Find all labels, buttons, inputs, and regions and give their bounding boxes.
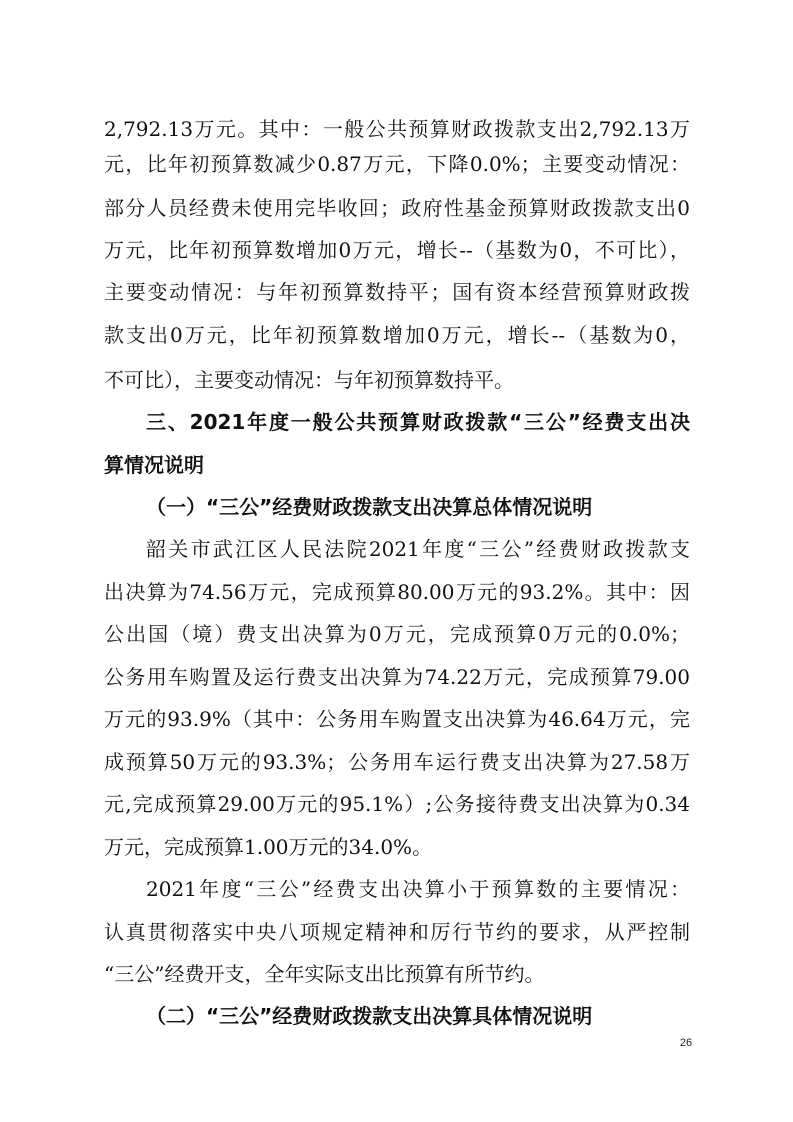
paragraph-line: “三公”经费开支，全年实际支出比预算有所节约。 [104, 962, 545, 986]
paragraph-line: 万元，比年初预算数增加0万元，增长--（基数为0，不可比）， [104, 238, 690, 262]
paragraph-line: 公出国（境）费支出决算为0万元，完成预算0万元的0.0%； [104, 622, 690, 646]
section-heading: 三、2021年度一般公共预算财政拨款“三公”经费支出决 [146, 410, 690, 434]
paragraph-line: 主要变动情况：与年初预算数持平；国有资本经营预算财政拨 [104, 280, 690, 304]
paragraph-line: 不可比），主要变动情况：与年初预算数持平。 [104, 368, 514, 392]
subsection-heading: （一）“三公”经费财政拨款支出决算总体情况说明 [146, 495, 593, 519]
paragraph-line: 万元的93.9%（其中：公务用车购置支出决算为46.64万元，完 [104, 707, 690, 731]
page-number: 26 [679, 1037, 693, 1049]
paragraph-line: 2021年度“三公”经费支出决算小于预算数的主要情况： [146, 877, 690, 901]
paragraph-line: 万元，完成预算1.00万元的34.0%。 [104, 835, 433, 859]
paragraph-line: 成预算50万元的93.3%；公务用车运行费支出决算为27.58万 [104, 750, 690, 774]
paragraph-line: 韶关市武江区人民法院2021年度“三公”经费财政拨款支 [146, 537, 690, 561]
section-heading-continuation: 算情况说明 [104, 453, 204, 477]
paragraph-line: 部分人员经费未使用完毕收回；政府性基金预算财政拨款支出0 [104, 196, 690, 220]
paragraph-line: 元,完成预算29.00万元的95.1%）;公务接待费支出决算为0.34 [104, 792, 690, 816]
subsection-heading: （二）“三公”经费财政拨款支出决算具体情况说明 [146, 1004, 593, 1028]
paragraph-line: 2,792.13万元。其中：一般公共预算财政拨款支出2,792.13万 [104, 117, 690, 141]
paragraph-line: 出决算为74.56万元，完成预算80.00万元的93.2%。其中：因 [104, 580, 690, 604]
paragraph-line: 认真贯彻落实中央八项规定精神和厉行节约的要求，从严控制 [104, 920, 690, 944]
paragraph-line: 款支出0万元，比年初预算数增加0万元，增长--（基数为0， [104, 323, 690, 347]
paragraph-line: 元，比年初预算数减少0.87万元，下降0.0%；主要变动情况： [104, 152, 690, 176]
paragraph-line: 公务用车购置及运行费支出决算为74.22万元，完成预算79.00 [104, 665, 690, 689]
